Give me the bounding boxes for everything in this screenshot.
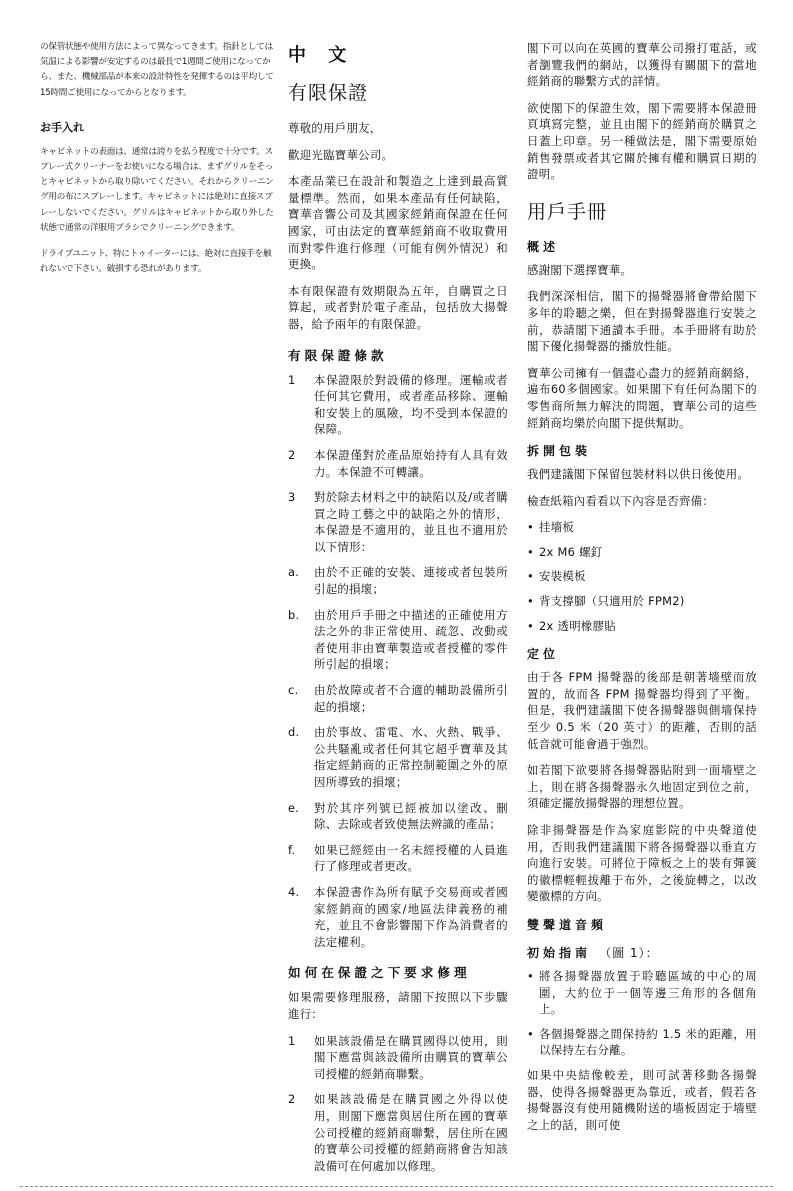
starting-guide-heading: 初始指南 （圖 1）： <box>527 945 659 960</box>
warranty-period: 本有限保證有效期限為五年，自購買之日算起，或者對於電子產品，包括放大揚聲器，給予兩年的有限保證。 <box>288 283 508 331</box>
care-paragraph-2: ドライブユニット、特にトゥイーターには、絶対に直接手を触れないで下さい。破損する恐れがあります。 <box>40 249 272 275</box>
list-item: • 2x M6 螺釘 <box>527 544 757 561</box>
japanese-intro-paragraph: の保管状態や使用方法によって異なってきます。指針としては気温による影響が安定するのは最長で1週間ご使用になってから、また、機械部品が本来の設計特性を発揮するのは平均して15時間ご使用になってからとなります。 <box>40 42 274 98</box>
warranty-title: 有限保證 <box>288 82 369 104</box>
page-bottom-rule <box>20 1186 773 1187</box>
overview-paragraph-3: 寶華公司擁有一個盡心盡力的經銷商網絡，遍布60多個國家。如果閣下有任何為閣下的零售商所無力解決的問題，寶華公司的這些經銷商均樂於向閣下提供幫助。 <box>527 365 757 430</box>
list-item: d. 由於事故、雷電、水、火熱、戰爭、公共騷亂或者任何其它超乎寶華及其指定經銷商的正常控制範圍之外的原因所導致的損壞； <box>288 725 508 789</box>
language-title: 中 文 <box>288 45 355 66</box>
figure-reference: （圖 1）： <box>599 945 659 960</box>
list-item: • 安裝模板 <box>527 568 757 585</box>
chinese-manual-column <box>527 40 757 1143</box>
chinese-warranty-column <box>288 44 508 1183</box>
list-item: • 將各揚聲器放置于聆聽區域的中心的周圍，大約位于一個等邊三角形的各個角上。 <box>527 968 757 1018</box>
unpacking-paragraph-2: 檢查紙箱內看看以下內容是否齊備： <box>527 493 715 508</box>
terms-list <box>288 372 508 951</box>
positioning-paragraph-2: 如若閣下欲要將各揚聲器貼附到一面墻壁之上，則在將各揚聲器永久地固定到位之前，須確定擺放揚聲器的理想位置。 <box>527 763 757 811</box>
stereo-heading: 雙聲道音頻 <box>527 917 608 932</box>
overview-paragraph-2: 我們深深相信，閣下的揚聲器將會帶給閣下多年的聆聽之樂，但在對揚聲器進行安裝之前，恭請閣下通讀本手冊。本手冊將有助於閣下優化揚聲器的播放性能。 <box>527 289 757 354</box>
list-item: a. 由於不正確的安裝、連接或者包裝所引起的損壞； <box>288 565 508 597</box>
terms-heading: 有限保證條款 <box>288 347 388 363</box>
list-item: 1 本保證限於對設備的修理。運輸或者任何其它費用，或者產品移除、運輸和安裝上的風險，均不受到本保證的保障。 <box>288 372 508 437</box>
contents-list <box>527 519 757 634</box>
list-item: • 各個揚聲器之間保持約 1.5 米的距離，用以保持左右分離。 <box>527 1026 757 1059</box>
list-item: 2 本保證僅對於產品原始持有人具有效力。本保證不可轉讓。 <box>288 447 508 479</box>
list-item: c. 由於故障或者不合適的輔助設備所引起的損壞； <box>288 683 508 714</box>
welcome: 歡迎光臨寶華公司。 <box>288 147 394 162</box>
japanese-column <box>40 40 276 288</box>
unpacking-heading: 拆開包裝 <box>527 444 592 459</box>
list-item: b. 由於用戶手冊之中描述的正確使用方法之外的非正常使用、疏忽、改動或者使用非由寶華製造或者授權的零件所引起的損壞； <box>288 607 508 672</box>
positioning-paragraph-3: 除非揚聲器是作為家庭影院的中央聲道使用，否則我們建議閣下將各揚聲器以垂直方向進行安裝。可將位于障板之上的裝有彈簧的徽標輕輕拔離于布外，之後旋轉之，以改變徽標的方向。 <box>527 823 757 904</box>
positioning-paragraph-1: 由于各 FPM 揚聲器的後部是朝著墻壁而放置的，故而各 FPM 揚聲器均得到了平衡。但是，我們建議閣下使各揚聲器與側墻保持至少 0.5 米（20 英寸）的距離，否則的話低音就可能會過于強烈。 <box>527 670 757 751</box>
overview-paragraph-1: 感謝閣下選擇寶華。 <box>527 262 633 277</box>
starting-guide-paragraph: 如果中央結像較差，則可試著移動各揚聲器，使得各揚聲器更為靠近，或者，假若各揚聲器沒有使用隨機附送的墻板固定于墻壁之上的話，則可使 <box>527 1067 757 1132</box>
claim-intro: 如果需要修理服務，請閣下按照以下步驟進行： <box>288 990 508 1021</box>
list-item: 2 如果該設備是在購買國之外得以使用，則閣下應當與居住所在國的寶華公司授權的經銷商聯繫，居住所在國的寶華公司授權的經銷商將會告知該設備可在何處加以修理。 <box>288 1092 508 1173</box>
positioning-heading: 定位 <box>527 647 560 662</box>
claim-steps-list <box>288 1033 508 1175</box>
list-item: • 挂墻板 <box>527 519 757 536</box>
starting-guide-list <box>527 968 757 1059</box>
manual-title: 用戶手冊 <box>527 200 608 223</box>
overview-heading: 概述 <box>527 239 560 254</box>
warranty-intro: 本產品業已在設計和製造之上達到最高質量標準。然而，如果本產品有任何缺陷，寶華音響公司及其國家經銷商保證在任何國家，可由法定的寶華經銷商不收取費用而對零件進行修理（可能有例外情況）和更換。 <box>288 174 508 272</box>
list-item: e. 對於其序列號已經被加以塗改、刪除、去除或者致使無法辨識的產品； <box>288 800 508 832</box>
care-heading: お手入れ <box>40 120 84 134</box>
list-item: 1 如果該設備是在購買國得以使用，則閣下應當與該設備所由購買的寶華公司授權的經銷商聯繫。 <box>288 1033 508 1081</box>
greeting: 尊敬的用戶朋友， <box>288 121 382 135</box>
unpacking-paragraph-1: 我們建議閣下保留包裝材料以供日後使用。 <box>527 467 750 482</box>
list-item: f. 如果已經經由一名未經授權的人員進行了修理或者更改。 <box>288 842 508 874</box>
claim-heading: 如何在保證之下要求修理 <box>288 965 471 981</box>
contact-paragraph: 閣下可以向在英國的寶華公司撥打電話，或者瀏覽我們的網站，以獲得有關閣下的當地經銷商的聯繫方式的詳情。 <box>527 41 757 89</box>
list-item: 3 對於除去材料之中的缺陷以及/或者購買之時工藝之中的缺陷之外的情形，本保證是不適用的，並且也不適用於以下情形： <box>288 490 508 554</box>
proof-paragraph: 欲使閣下的保證生效，閣下需要將本保證冊頁填寫完整，並且由閣下的經銷商於購買之日蓋上印章。另一種做法是，閣下需要原始銷售發票或者其它關於擁有權和購買日期的證明。 <box>527 100 757 182</box>
list-item: 4. 本保證書作為所有賦予交易商或者國家經銷商的國家/地區法律義務的補充，並且不會影響閣下作為消費者的法定權利。 <box>288 884 508 949</box>
list-item: • 背支撐腳（只適用於 FPM2) <box>527 593 757 610</box>
list-item: • 2x 透明橡膠貼 <box>527 618 757 635</box>
care-paragraph-1: キャビネットの表面は、通常は誇りを払う程度で十分です。スプレー式クリーナーをお使いになる場合は、まずグリルをそっとキャビネットから取り除いてください。それからクリーニング用の布にスプレーします。キャビネットには絶対に直接スプレーしないでください。グリルはキャビネットから取り外した状態で通常の洋服用ブラシでクリーニングできます。 <box>40 146 274 233</box>
